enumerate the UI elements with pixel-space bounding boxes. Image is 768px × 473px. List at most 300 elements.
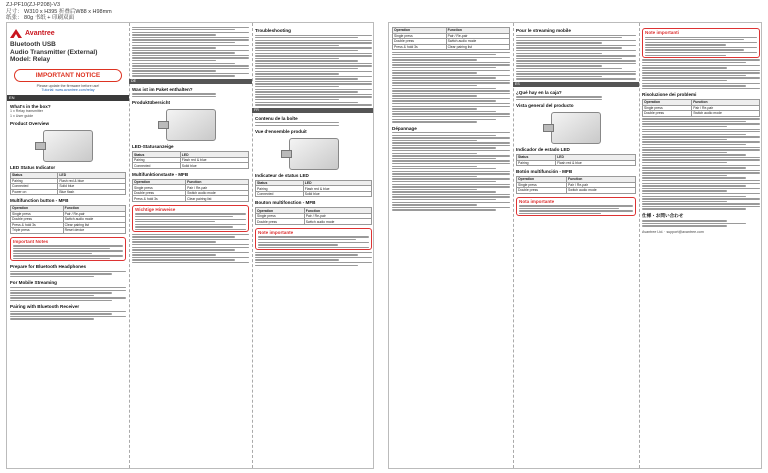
- text-block: [255, 252, 372, 266]
- footer-contact: Avantree Ltd. · support@avantree.com: [642, 229, 704, 234]
- text-block: [255, 122, 372, 126]
- table-cell: Power on: [11, 189, 58, 195]
- text-line: [392, 189, 477, 190]
- text-line: [392, 181, 496, 182]
- spec-line-2: 尺寸： W310 x H395 折叠后W88 x H98mm: [6, 8, 112, 15]
- text-line: [642, 80, 727, 81]
- text-line: [392, 202, 510, 203]
- text-line: [132, 239, 249, 240]
- text-line: [392, 64, 510, 65]
- box-item: 1 x Relay transmitter: [10, 109, 43, 114]
- table-cell: Flash red & blue: [180, 157, 248, 163]
- text-block: [642, 59, 760, 89]
- table-cell: LED: [58, 173, 126, 179]
- text-line: [255, 122, 339, 123]
- text-line: [392, 72, 477, 73]
- text-line: [135, 226, 233, 227]
- text-line: [132, 247, 249, 248]
- table-cell: Switch audio mode: [304, 219, 371, 225]
- de-warning-heading: Wichtige Hinweise: [135, 206, 176, 212]
- language-band-fr: FR: [252, 108, 374, 113]
- text-line: [519, 208, 619, 209]
- text-line: [392, 191, 496, 192]
- text-line: [516, 45, 636, 46]
- text-line: [516, 53, 602, 54]
- es-notes-heading: Nota importante: [519, 198, 555, 204]
- text-line: [258, 239, 356, 240]
- text-line: [258, 242, 369, 243]
- table-cell: Switch audio mode: [567, 188, 636, 194]
- pair-heading: For Mobile Streaming: [10, 280, 57, 286]
- device-illustration: [43, 130, 93, 162]
- text-line: [10, 311, 126, 312]
- trouble-fr-column: [252, 23, 374, 468]
- table-cell: Triple press: [11, 228, 64, 234]
- text-line: [642, 162, 727, 163]
- text-block: [10, 311, 126, 320]
- text-line: [516, 65, 602, 66]
- text-line: [132, 55, 249, 56]
- text-line: [255, 89, 372, 90]
- text-line: [642, 149, 760, 150]
- text-line: [392, 70, 510, 71]
- text-line: [642, 85, 746, 86]
- text-line: [392, 132, 510, 133]
- table-cell: Single press: [133, 185, 186, 191]
- table-cell: Function: [446, 28, 509, 34]
- fr-led-heading: Indicateur de status LED: [255, 172, 309, 178]
- trouble-heading: Troubleshooting: [255, 28, 291, 33]
- table-cell: Flash red & blue: [58, 178, 126, 184]
- text-line: [132, 262, 249, 263]
- text-line: [135, 219, 246, 220]
- text-line: [392, 150, 510, 151]
- text-line: [255, 47, 372, 48]
- text-line: [255, 83, 372, 84]
- text-line: [642, 65, 760, 66]
- text-line: [642, 201, 727, 202]
- table-cell: Switch audio mode: [446, 39, 509, 45]
- es-mfb-table: [516, 176, 636, 194]
- fr-faq-heading: Dépannage: [392, 125, 417, 131]
- text-line: [255, 257, 372, 258]
- fr-stream-heading: Pour le streaming mobile: [516, 28, 571, 33]
- text-line: [642, 220, 727, 221]
- text-line: [516, 40, 636, 41]
- text-line: [642, 129, 760, 130]
- text-line: [132, 68, 249, 69]
- text-line: [642, 154, 746, 155]
- table-cell: Flash red & blue: [303, 186, 371, 192]
- important-notes-box: [10, 237, 126, 262]
- text-line: [132, 75, 235, 76]
- text-line: [642, 67, 727, 68]
- table-cell: Press & hold 3s: [393, 44, 447, 50]
- table-cell: Clear pairing list: [186, 196, 249, 202]
- device-illustration: [166, 109, 216, 141]
- text-line: [392, 204, 477, 205]
- text-line: [642, 139, 727, 140]
- print-spec-header: [6, 2, 112, 22]
- text-line: [392, 160, 510, 161]
- es-led-table: [516, 154, 636, 166]
- text-line: [642, 203, 760, 204]
- overview-heading: Product Overview: [10, 121, 50, 127]
- text-line: [642, 157, 760, 158]
- text-line: [132, 249, 235, 250]
- text-line: [392, 103, 510, 104]
- text-line: [516, 35, 636, 36]
- text-line: [392, 196, 510, 197]
- device-illustration: [289, 138, 339, 170]
- text-line: [132, 259, 235, 260]
- table-cell: Status: [517, 155, 556, 161]
- text-line: [642, 136, 760, 137]
- de-mfb-heading: Multifunktionstaste - MFB: [132, 171, 189, 177]
- text-line: [392, 113, 510, 114]
- text-line: [10, 295, 94, 296]
- text-line: [392, 93, 510, 94]
- table-cell: Function: [567, 177, 636, 183]
- text-line: [516, 71, 636, 72]
- fr-mfb-table: [255, 207, 372, 225]
- text-line: [392, 155, 510, 156]
- text-line: [13, 245, 123, 246]
- text-block: [258, 236, 369, 248]
- text-line: [10, 297, 126, 298]
- text-line: [132, 96, 216, 97]
- fr-overview-heading: Vue d'ensemble produit: [255, 128, 307, 134]
- table-cell: Solid blue: [180, 163, 248, 169]
- text-line: [642, 59, 760, 60]
- text-line: [392, 88, 496, 89]
- text-line: [392, 121, 477, 122]
- text-line: [642, 134, 746, 135]
- text-line: [255, 254, 358, 255]
- text-line: [255, 65, 372, 66]
- text-line: [132, 252, 249, 253]
- text-line: [132, 241, 216, 242]
- table-cell: Solid blue: [58, 184, 126, 190]
- text-line: [132, 32, 249, 33]
- table-cell: Single press: [11, 211, 64, 217]
- text-line: [642, 83, 760, 84]
- text-line: [132, 73, 249, 74]
- text-line: [132, 57, 249, 58]
- text-line: [516, 78, 636, 79]
- text-line: [392, 168, 496, 169]
- text-line: [255, 262, 372, 263]
- table-cell: Operation: [11, 206, 64, 212]
- text-block: [13, 245, 123, 259]
- table-cell: Pair / Re-pair: [567, 182, 636, 188]
- text-line: [392, 158, 496, 159]
- text-line: [642, 196, 746, 197]
- text-line: [255, 81, 372, 82]
- text-line: [255, 37, 358, 38]
- text-block: [132, 93, 249, 97]
- text-line: [642, 177, 746, 178]
- fr-mode-table: [392, 27, 510, 50]
- fr-cont-column: [389, 23, 513, 468]
- table-cell: Pairing: [11, 178, 58, 184]
- text-line: [642, 62, 746, 63]
- title-line-2: Audio Transmitter (External): [10, 48, 98, 56]
- table-cell: LED: [303, 180, 371, 186]
- text-line: [516, 42, 602, 43]
- text-line: [516, 68, 622, 69]
- text-line: [132, 34, 216, 35]
- text-line: [392, 140, 477, 141]
- text-line: [255, 50, 358, 51]
- text-line: [392, 186, 510, 187]
- brand: [10, 29, 126, 38]
- text-line: [392, 153, 477, 154]
- table-cell: Pair / Re-pair: [692, 105, 760, 111]
- text-line: [519, 213, 601, 214]
- product-title: [10, 41, 126, 64]
- table-cell: Pair / Re-pair: [186, 185, 249, 191]
- text-block: [132, 234, 249, 264]
- table-cell: Double press: [517, 188, 567, 194]
- it-notes-heading: Note importanti: [645, 30, 679, 35]
- device-illustration: [551, 112, 601, 144]
- table-cell: LED: [556, 155, 636, 161]
- text-line: [642, 223, 746, 224]
- text-line: [392, 135, 496, 136]
- es-led-heading: Indicador de estado LED: [516, 147, 570, 153]
- it-jp-column: [639, 23, 762, 468]
- table-cell: Reset device: [63, 228, 125, 234]
- table-cell: Connected: [133, 163, 181, 169]
- left-sheet: [6, 22, 374, 469]
- text-line: [392, 184, 510, 185]
- text-line: [255, 96, 372, 97]
- mfb-table: [10, 205, 126, 234]
- text-line: [642, 225, 727, 226]
- text-line: [13, 248, 110, 249]
- table-cell: Press & hold 3s: [133, 196, 186, 202]
- table-cell: Single press: [643, 105, 692, 111]
- text-line: [642, 185, 746, 186]
- text-line: [642, 121, 746, 122]
- language-band-es: ES: [513, 82, 639, 87]
- text-line: [255, 94, 372, 95]
- text-line: [516, 58, 622, 59]
- text-line: [392, 59, 477, 60]
- text-line: [255, 265, 358, 266]
- table-cell: Double press: [643, 111, 692, 117]
- text-line: [255, 55, 372, 56]
- text-line: [255, 252, 372, 253]
- text-line: [392, 145, 510, 146]
- text-line: [392, 82, 510, 83]
- notice-subtext: Please update the firmware before use!: [36, 83, 100, 88]
- text-line: [255, 86, 339, 87]
- text-line: [642, 88, 760, 89]
- table-cell: Switch audio mode: [692, 111, 760, 117]
- text-line: [392, 80, 510, 81]
- text-block: [10, 271, 126, 278]
- text-line: [392, 207, 510, 208]
- text-line: [132, 63, 235, 64]
- fr-contents-heading: Contenu de la boîte: [255, 115, 298, 121]
- text-line: [255, 42, 372, 43]
- text-line: [516, 47, 622, 48]
- text-line: [645, 44, 726, 45]
- text-line: [642, 152, 727, 153]
- it-table: [642, 99, 760, 117]
- es-mfb-heading: Botón multifunción - MFB: [516, 169, 573, 175]
- text-line: [642, 118, 760, 119]
- text-line: [642, 190, 727, 191]
- text-line: [10, 313, 112, 314]
- text-line: [255, 91, 358, 92]
- text-line: [392, 111, 496, 112]
- in-box-heading: What's in the box?: [10, 104, 51, 110]
- de-led-heading: LED-Statusanzeige: [132, 144, 174, 150]
- text-block: [392, 52, 510, 123]
- text-line: [392, 176, 477, 177]
- text-line: [642, 123, 760, 124]
- text-line: [132, 244, 249, 245]
- text-line: [132, 47, 216, 48]
- text-line: [132, 236, 235, 237]
- text-line: [135, 229, 246, 230]
- text-line: [258, 247, 369, 248]
- text-line: [132, 52, 235, 53]
- text-line: [392, 54, 496, 55]
- text-line: [255, 73, 339, 74]
- text-line: [135, 221, 215, 222]
- text-line: [255, 68, 358, 69]
- text-line: [13, 250, 123, 251]
- table-cell: Function: [63, 206, 125, 212]
- text-line: [392, 98, 510, 99]
- text-line: [132, 257, 249, 258]
- text-line: [642, 167, 746, 168]
- text-line: [642, 175, 727, 176]
- text-line: [10, 316, 126, 317]
- text-block: [645, 37, 757, 56]
- text-line: [392, 67, 496, 68]
- text-line: [135, 213, 246, 214]
- text-line: [645, 47, 757, 48]
- text-line: [10, 276, 94, 277]
- text-line: [642, 131, 760, 132]
- text-line: [132, 234, 249, 235]
- table-cell: Status: [11, 173, 58, 179]
- text-line: [10, 318, 94, 319]
- notice-link[interactable]: Tutorial: www.avantree.com/relay: [41, 87, 95, 92]
- it-notes-box: [642, 28, 760, 58]
- led-heading: LED Status Indicator: [10, 165, 56, 171]
- de-mfb-table: [132, 179, 249, 202]
- title-line-3: Model: Relay: [10, 56, 51, 63]
- text-line: [392, 173, 510, 174]
- text-line: [255, 45, 339, 46]
- table-cell: Single press: [517, 182, 567, 188]
- language-band-de: DE: [129, 79, 252, 84]
- table-cell: Pairing: [256, 186, 304, 192]
- text-line: [392, 137, 510, 138]
- fr-notes-box: [255, 228, 372, 250]
- text-line: [392, 163, 510, 164]
- text-line: [642, 147, 760, 148]
- table-cell: Pairing: [133, 157, 181, 163]
- text-line: [642, 165, 760, 166]
- text-line: [135, 224, 246, 225]
- text-line: [516, 96, 602, 97]
- text-line: [255, 60, 358, 61]
- es-box-heading: ¿Qué hay en la caja?: [516, 89, 562, 95]
- table-cell: Switch audio mode: [63, 217, 125, 223]
- text-line: [132, 50, 249, 51]
- fr-notes-heading: Note importante: [258, 229, 294, 235]
- spec-line-1: ZJ-PF10(ZJ-P208)-V3: [6, 2, 61, 8]
- it-trouble-heading: Risoluzione dei problemi: [642, 92, 697, 98]
- text-line: [519, 210, 633, 211]
- table-cell: Connected: [11, 184, 58, 190]
- text-line: [645, 52, 757, 53]
- table-cell: Operation: [133, 179, 186, 185]
- table-cell: Operation: [643, 100, 692, 106]
- text-line: [10, 271, 126, 272]
- text-line: [132, 70, 216, 71]
- text-line: [132, 93, 216, 94]
- text-block: [10, 287, 126, 301]
- prepare-heading: Prepare for Bluetooth Headphones: [10, 264, 87, 270]
- text-line: [642, 75, 746, 76]
- table-cell: LED: [180, 152, 248, 158]
- text-line: [255, 104, 372, 105]
- table-cell: Connected: [256, 191, 304, 197]
- cover-column: [7, 23, 129, 468]
- text-line: [13, 255, 123, 256]
- de-led-table: [132, 151, 249, 169]
- de-warning-box: [132, 205, 249, 232]
- table-cell: Double press: [256, 219, 305, 225]
- mfb-heading: Multifunction button - MFB: [10, 198, 69, 204]
- table-cell: Operation: [256, 208, 305, 214]
- es-notes-box: [516, 197, 636, 217]
- text-line: [258, 244, 338, 245]
- text-line: [135, 216, 233, 217]
- title-line-1: Bluetooth USB: [10, 41, 56, 48]
- text-block: [135, 213, 246, 230]
- text-line: [255, 99, 339, 100]
- text-line: [13, 258, 110, 259]
- brand-name: Avantree: [25, 30, 55, 37]
- text-line: [255, 58, 339, 59]
- text-line: [392, 77, 496, 78]
- text-line: [516, 55, 636, 56]
- text-line: [642, 70, 760, 71]
- text-line: [255, 63, 372, 64]
- text-line: [642, 77, 760, 78]
- text-line: [642, 208, 746, 209]
- table-cell: Status: [133, 152, 181, 158]
- table-cell: Pair / Re-pair: [446, 33, 509, 39]
- jp-heading: 仕様・お問い合わせ: [642, 212, 684, 218]
- text-line: [645, 55, 726, 56]
- text-line: [10, 290, 126, 291]
- spec-line-3: 纸张： 80g 书纸 + 印刷双面: [6, 15, 75, 21]
- table-cell: Switch audio mode: [186, 190, 249, 196]
- text-line: [392, 209, 496, 210]
- text-line: [10, 273, 112, 274]
- text-line: [255, 35, 372, 36]
